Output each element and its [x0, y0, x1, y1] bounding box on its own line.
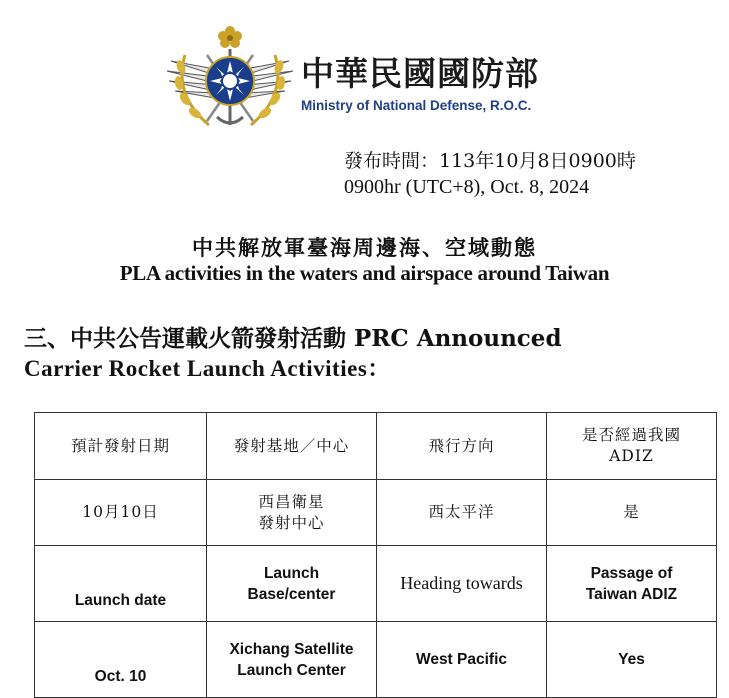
header-cell-direction-cn: 飛行方向 — [377, 413, 547, 480]
cell-base-en — [207, 622, 377, 698]
cell-adiz-cn: 是 — [547, 480, 717, 546]
cell-direction-en: West Pacific — [377, 622, 547, 698]
ministry-name-cn: 中華民國國防部 — [301, 54, 539, 93]
cell-date-en: Oct. 10 — [35, 622, 207, 698]
header-base-en-line1: Launch — [263, 564, 320, 582]
report-title-cn: 中共解放軍臺海周邊海、空域動態 — [192, 235, 537, 260]
cell-base-cn-line1: 西昌衛星 — [258, 492, 325, 511]
mnd-emblem-icon — [163, 25, 297, 137]
cell-base-en-line2: Launch Center — [237, 661, 346, 679]
header-cell-date-cn: 預計發射日期 — [35, 413, 207, 480]
cell-base-cn-line2: 發射中心 — [258, 513, 325, 532]
release-time-en: 0900hr (UTC+8), Oct. 8, 2024 — [344, 176, 590, 198]
cell-adiz-en: Yes — [547, 622, 717, 698]
release-time-cn: 發布時間：113年10月8日0900時 — [344, 150, 636, 172]
cell-date-cn: 10月10日 — [35, 480, 207, 546]
header-cell-date-en: Launch date — [35, 546, 207, 622]
ministry-name-en: Ministry of National Defense, R.O.C. — [301, 98, 532, 113]
table-row-cn — [35, 480, 717, 546]
header-cell-adiz-en — [547, 546, 717, 622]
header-adiz-en-line2: Taiwan ADIZ — [585, 585, 678, 603]
cell-direction-cn: 西太平洋 — [377, 480, 547, 546]
launch-activities-table — [34, 412, 717, 698]
section-heading-line1: 三、中共公告運載火箭發射活動 PRC Announced — [24, 325, 562, 352]
table-header-row-cn — [35, 413, 717, 480]
report-title-en: PLA activities in the waters and airspace around Taiwan — [119, 261, 610, 285]
header-adiz-cn-line2: ADIZ — [609, 447, 654, 465]
header-cell-base-en — [207, 546, 377, 622]
header-cell-base-cn: 發射基地／中心 — [207, 413, 377, 480]
cell-base-cn — [207, 480, 377, 546]
cell-base-en-line1: Xichang Satellite — [229, 640, 354, 658]
table-header-row-en — [35, 546, 717, 622]
header-adiz-cn-line1: 是否經過我國 — [581, 426, 681, 444]
header-cell-adiz-cn — [547, 413, 717, 480]
header-adiz-en-line1: Passage of — [590, 564, 673, 582]
header-cell-direction-en: Heading towards — [377, 546, 547, 622]
table-row-en — [35, 622, 717, 698]
header-base-en-line2: Base/center — [247, 585, 336, 603]
section-heading-line2: Carrier Rocket Launch Activities： — [24, 356, 391, 381]
